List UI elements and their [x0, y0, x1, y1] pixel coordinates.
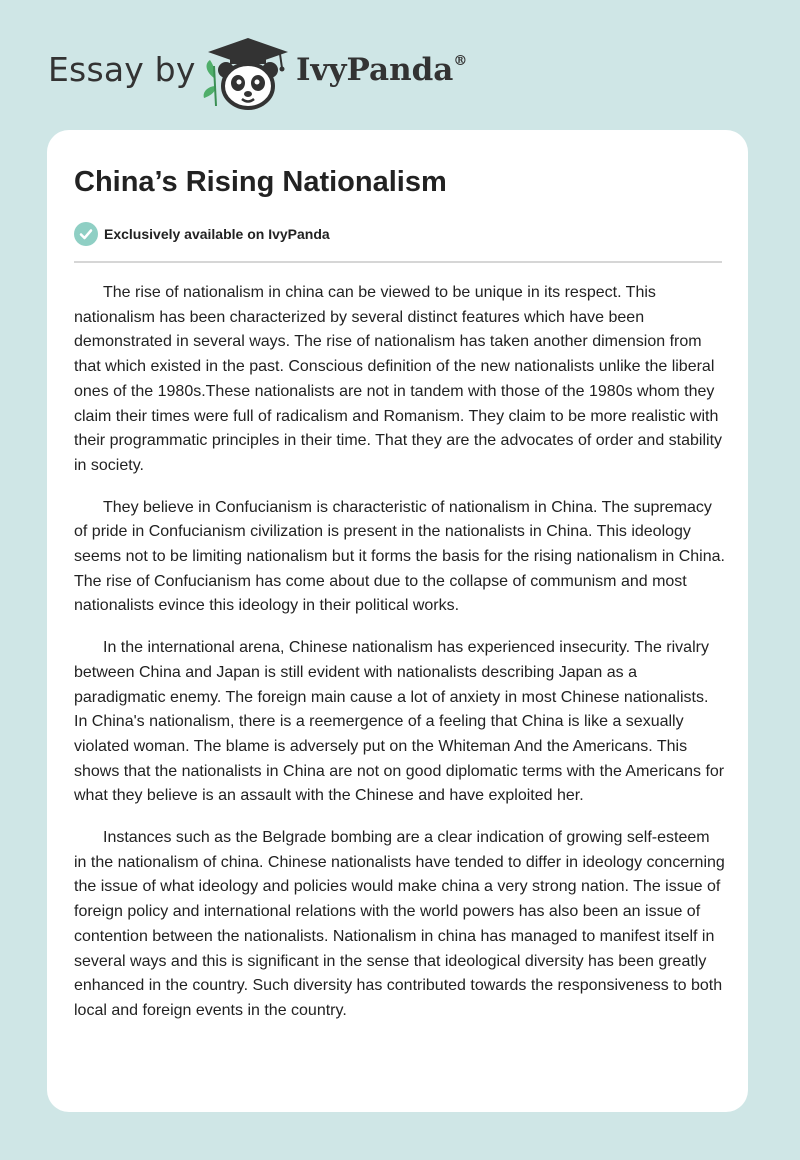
- essay-card: [47, 130, 748, 1112]
- panda-graduate-icon[interactable]: [200, 36, 296, 112]
- brand-text: IvyPanda: [296, 52, 454, 88]
- registered-mark: ®: [453, 52, 468, 69]
- check-circle-icon: [74, 222, 98, 246]
- availability-badge: [74, 222, 330, 246]
- divider: [74, 261, 722, 263]
- brand-name[interactable]: [296, 52, 467, 88]
- site-header: [0, 0, 800, 120]
- paragraph: In the international arena, Chinese nationalism has experienced insecurity. The rivalry between China and Japan is still evident with nationalists describing Japan as a paradigmatic enemy. The foreign main cause a lot of anxiety in most Chinese nationalists. In China's nationalism, there is a reemergence of a feeling that China is like a sexually violated woman. The blame is adversely put on the Whiteman And the Americans. This shows that the nationalists in China are not on good diplomatic terms with the Americans for what they believe is an assault with the Chinese and have exploited her.: [74, 639, 725, 805]
- article-body: [74, 281, 726, 1041]
- essay-by-label: Essay by: [48, 50, 196, 89]
- paragraph: They believe in Confucianism is characteristic of nationalism in China. The supremacy of pride in Confucianism civilization is present in the nationalists in China. This ideology seems not to be limiting nationalism but it forms the basis for the rising nationalism in China. The rise of Confucianism has come about due to the collapse of communism and most nationalists evince this ideology in their political works.: [74, 498, 725, 615]
- badge-label: Exclusively available on IvyPanda: [104, 226, 330, 242]
- page-title: China’s Rising Nationalism: [74, 166, 447, 198]
- paragraph: The rise of nationalism in china can be viewed to be unique in its respect. This nationalism has been characterized by several distinct features which have been demonstrated in several ways. The rise of nationalism has taken another dimension from that which existed in the past. Conscious definition of the new nationalists unlike the liberal ones of the 1980s.These nationalists are not in tandem with those of the 1980s whom they claim their times were full of radicalism and Romanism. They claim to be more realistic with their programmatic principles in their time. That they are the advocates of order and stability in society.: [74, 284, 723, 474]
- paragraph: Instances such as the Belgrade bombing are a clear indication of growing self-esteem in the nationalism of china. Chinese nationalists have tended to differ in ideology concerning the issue of what ideology and policies would make china a very strong nation. The issue of foreign policy and international relations with the world powers has also been an issue of contention between the nationalists. Nationalism in china has managed to manifest itself in several ways and this is significant in the sense that ideological diversity has been greatly enhanced in the country. Such diversity has contributed towards the responsiveness to both local and foreign events in the country.: [74, 829, 725, 1019]
